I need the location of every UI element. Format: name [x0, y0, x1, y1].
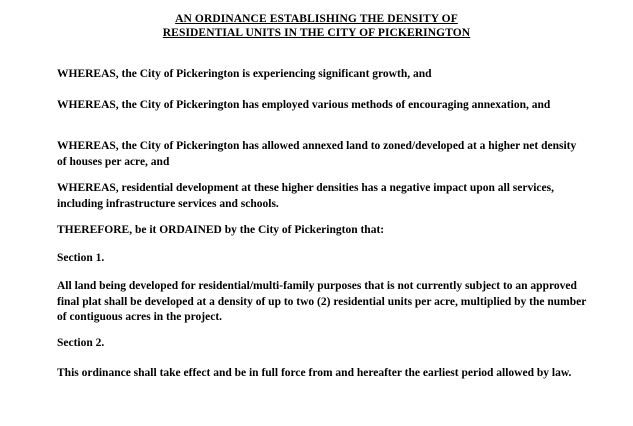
ordinance-title-line-2: RESIDENTIAL UNITS IN THE CITY OF PICKERINGTON: [162, 27, 471, 39]
whereas-density-paragraph: WHEREAS, the City of Pickerington has allowed annexed land to zoned/developed at a higher net density of houses per acre, and: [57, 140, 577, 168]
section-2-body: This ordinance shall take effect and be in full force from and hereafter the earliest period allowed by law.: [57, 367, 572, 379]
ordinance-title-line-1: AN ORDINANCE ESTABLISHING THE DENSITY OF: [175, 13, 458, 25]
therefore-ordained-paragraph: THEREFORE, be it ORDAINED by the City of Pickerington that:: [57, 224, 385, 236]
whereas-impact-paragraph: WHEREAS, residential development at these higher densities has a negative impact upon all services, including infrastructure services and schools.: [57, 182, 554, 210]
whereas-annexation-paragraph: WHEREAS, the City of Pickerington has employed various methods of encouraging annexation, and: [57, 99, 551, 111]
section-2-heading: Section 2.: [57, 337, 105, 349]
whereas-growth-paragraph: WHEREAS, the City of Pickerington is experiencing significant growth, and: [57, 68, 432, 80]
section-1-heading: Section 1.: [57, 252, 105, 264]
section-1-body: All land being developed for residential/multi-family purposes that is not currently subject to an approved final plat shall be developed at a density of up to two (2) residential units per acre, multiplied by the number of contiguous acres in the project.: [57, 280, 587, 323]
